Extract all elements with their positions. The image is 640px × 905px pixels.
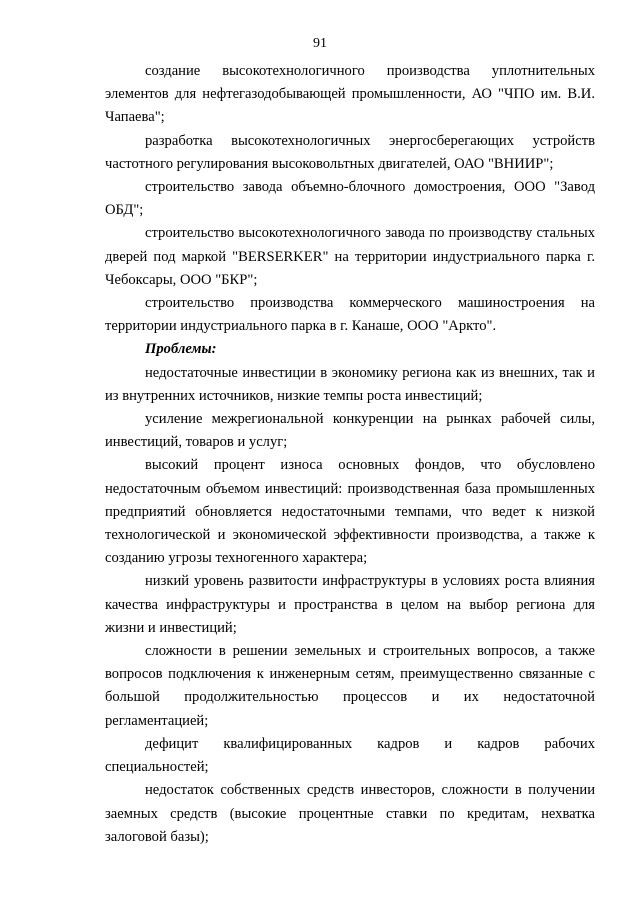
paragraph-project-bkr: строительство высокотехнологичного завода по производству стальных дверей под маркой "BERSERKER" на территории индустриального парка г. Чебоксары, ООО "БКР"; bbox=[105, 225, 595, 288]
paragraph-problem-competition: усиление межрегиональной конкуренции на рынках рабочей силы, инвестиций, товаров и услуг; bbox=[105, 411, 595, 451]
paragraph-problem-investments: недостаточные инвестиции в экономику региона как из внешних, так и из внутренних источников, низкие темпы роста инвестиций; bbox=[105, 364, 595, 404]
document-body bbox=[105, 60, 595, 849]
paragraph-problem-land: сложности в решении земельных и строительных вопросов, а также вопросов подключения к инженерным сетям, преимущественно связанные с большой продолжительностью процессов и их недостаточной регламентацией; bbox=[105, 643, 595, 729]
paragraph-project-chpo: создание высокотехнологичного производства уплотнительных элементов для нефтегазодобывающей промышленности, АО "ЧПО им. В.И. Чапаева"; bbox=[105, 63, 595, 126]
paragraph-project-obd: строительство завода объемно-блочного домостроения, ООО "Завод ОБД"; bbox=[105, 179, 595, 219]
paragraph-problem-funds: недостаток собственных средств инвесторов, сложности в получении заемных средств (высокие процентные ставки по кредитам, нехватка залоговой базы); bbox=[105, 782, 595, 845]
paragraph-problem-infrastructure: низкий уровень развитости инфраструктуры в условиях роста влияния качества инфраструктуры и пространства в целом на выбор региона для жизни и инвестиций; bbox=[105, 573, 595, 636]
page-number: 91 bbox=[313, 36, 327, 51]
section-heading-problems: Проблемы: bbox=[145, 341, 217, 358]
paragraph-project-arkto: строительство производства коммерческого машиностроения на территории индустриального парка в г. Канаше, ООО "Аркто". bbox=[105, 295, 595, 335]
paragraph-problem-staff: дефицит квалифицированных кадров и кадров рабочих специальностей; bbox=[105, 735, 595, 776]
paragraph-project-vniir: разработка высокотехнологичных энергосберегающих устройств частотного регулирования высоковольтных двигателей, ОАО "ВНИИР"; bbox=[105, 132, 595, 172]
paragraph-problem-depreciation: высокий процент износа основных фондов, что обусловлено недостаточным объемом инвестиций: производственная база промышленных предприятий обновляется недостаточными темпами, что ведет к низкой технологической и экономической эффективности производства, а также к созданию угрозы техногенного характера; bbox=[105, 457, 595, 567]
